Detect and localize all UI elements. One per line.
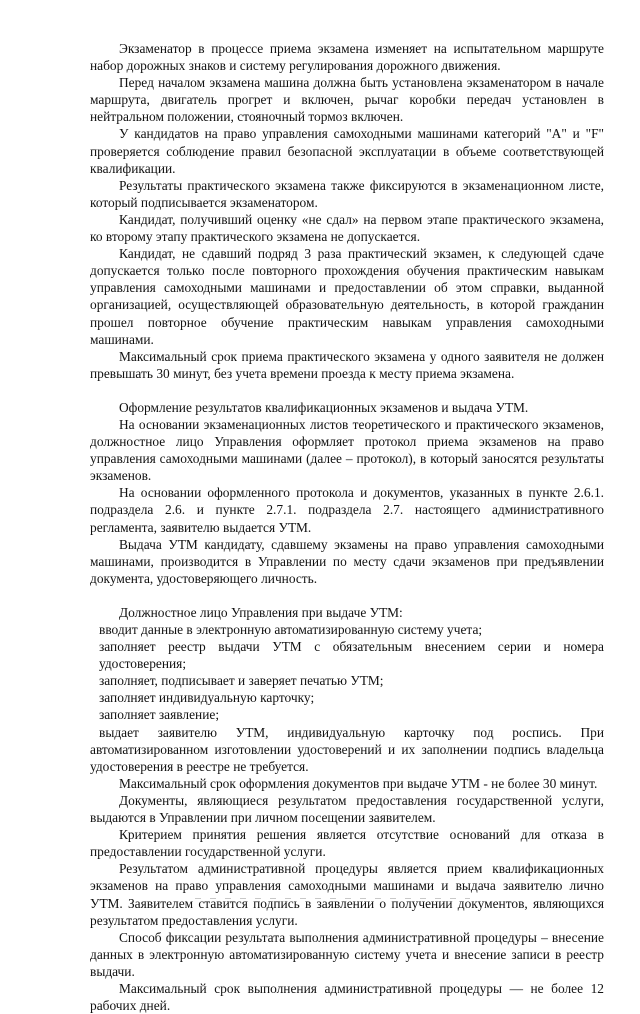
paragraph-max-issue-time: Максимальный срок оформления документов при выдаче УТМ - не более 30 минут. [119,775,598,791]
paragraph-failed-first-stage: Кандидат, получивший оценку «не сдал» на первом этапе практического экзамена, ко второму этапу практического экзамена не допускается. [90,211,604,245]
duty-item: заполняет реестр выдачи УТМ с обязательным внесением серии и номера удостоверения; [99,639,604,672]
paragraph-machine-setup: Перед началом экзамена машина должна быть установлена экзаменатором в начале маршрута, двигатель прогрет и включен, рычаг коробки передач установлен в нейтральном положении, стояночный тормоз включен. [90,75,604,125]
paragraph-route-signs: Экзаменатор в процессе приема экзамена изменяет на испытательном маршруте набор дорожных знаков и систему регулирования дорожного движения. [90,41,604,74]
paragraph-three-failures: Кандидат, не сдавший подряд 3 раза практический экзамен, к следующей сдаче допускается только после повторного прохождения обучения практическим навыкам управления самоходными машинами и предоставлении об этом справки, выданной организацией, осуществляющей образовательную деятельность, в которой гражданин прошел повторное обучение практическим навыкам управления самоходными машинами. [90,246,604,347]
duty-item: заполняет заявление; [99,707,220,723]
paragraph-result-fixation: Способ фиксации результата выполнения административной процедуры – внесение данных в электронную автоматизированную систему учета и внесение записи в реестр выдачи. [90,929,604,979]
paragraph-procedure-result: Результатом административной процедуры является прием квалификационных экзаменов на право управления самоходными машинами и выдача заявителю лично УТМ. Заявителем ставится подпись в заявлении о получении документов, являющихся результатом предоставления услуги. [90,861,604,928]
paragraph-protocol: На основании экзаменационных листов теоретического и практического экзаменов, должностное лицо Управления оформляет протокол приема экзаменов на право управления самоходными машинами (далее – протокол), в который заносятся результаты экзаменов. [90,416,604,484]
paragraph-utm-issue-place: Выдача УТМ кандидату, сдавшему экзамены на право управления самоходными машинами, производится в Управлении по месту сдачи экзаменов при предъявлении документа, удостоверяющего личность. [90,536,604,586]
paragraph-max-exam-time: Максимальный срок приема практического экзамена у одного заявителя не должен превышать 30 минут, без учета времени проезда к месту приема экзамена. [90,348,604,381]
paragraph-exam-results: Результаты практического экзамена также фиксируются в экзаменационном листе, который подписывается экзаменатором. [90,177,604,210]
paragraph-utm-issue-basis: На основании оформленного протокола и документов, указанных в пункте 2.6.1. подраздела 2.6. и пункте 2.7.1. подраздела 2.7. настоящего административного регламента, заявителю выдается УТМ. [90,485,604,535]
duty-item-last: выдает заявителю УТМ, индивидуальную карточку под роспись. При автоматизированном изготовлении удостоверений и их заполнении подпись владельца удостоверения в реестре не требуется. [90,724,604,774]
duty-item: вводит данные в электронную автоматизированную систему учета; [99,622,483,637]
paragraph-category-check: У кандидатов на право управления самоходными машинами категорий "А" и "F" проверяется соблюдение правил безопасной эксплуатации в объеме соответствующей квалификации. [90,126,604,176]
duty-item: заполняет, подписывает и заверяет печатью УТМ; [99,673,384,689]
section-heading: Оформление результатов квалификационных экзаменов и выдача УТМ. [119,399,529,415]
scan-edge-artifact [0,898,640,899]
duties-heading: Должностное лицо Управления при выдаче УТМ: [119,604,403,620]
paragraph-max-procedure-time: Максимальный срок выполнения административной процедуры — не более 12 рабочих дней. [90,980,604,1014]
paragraph-documents-delivery: Документы, являющиеся результатом предоставления государственной услуги, выдаются в Управлении при личном посещении заявителем. [90,792,604,826]
paragraph-decision-criterion: Критерием принятия решения является отсутствие оснований для отказа в предоставлении государственной услуги. [90,827,604,860]
duty-item: заполняет индивидуальную карточку; [99,690,315,706]
